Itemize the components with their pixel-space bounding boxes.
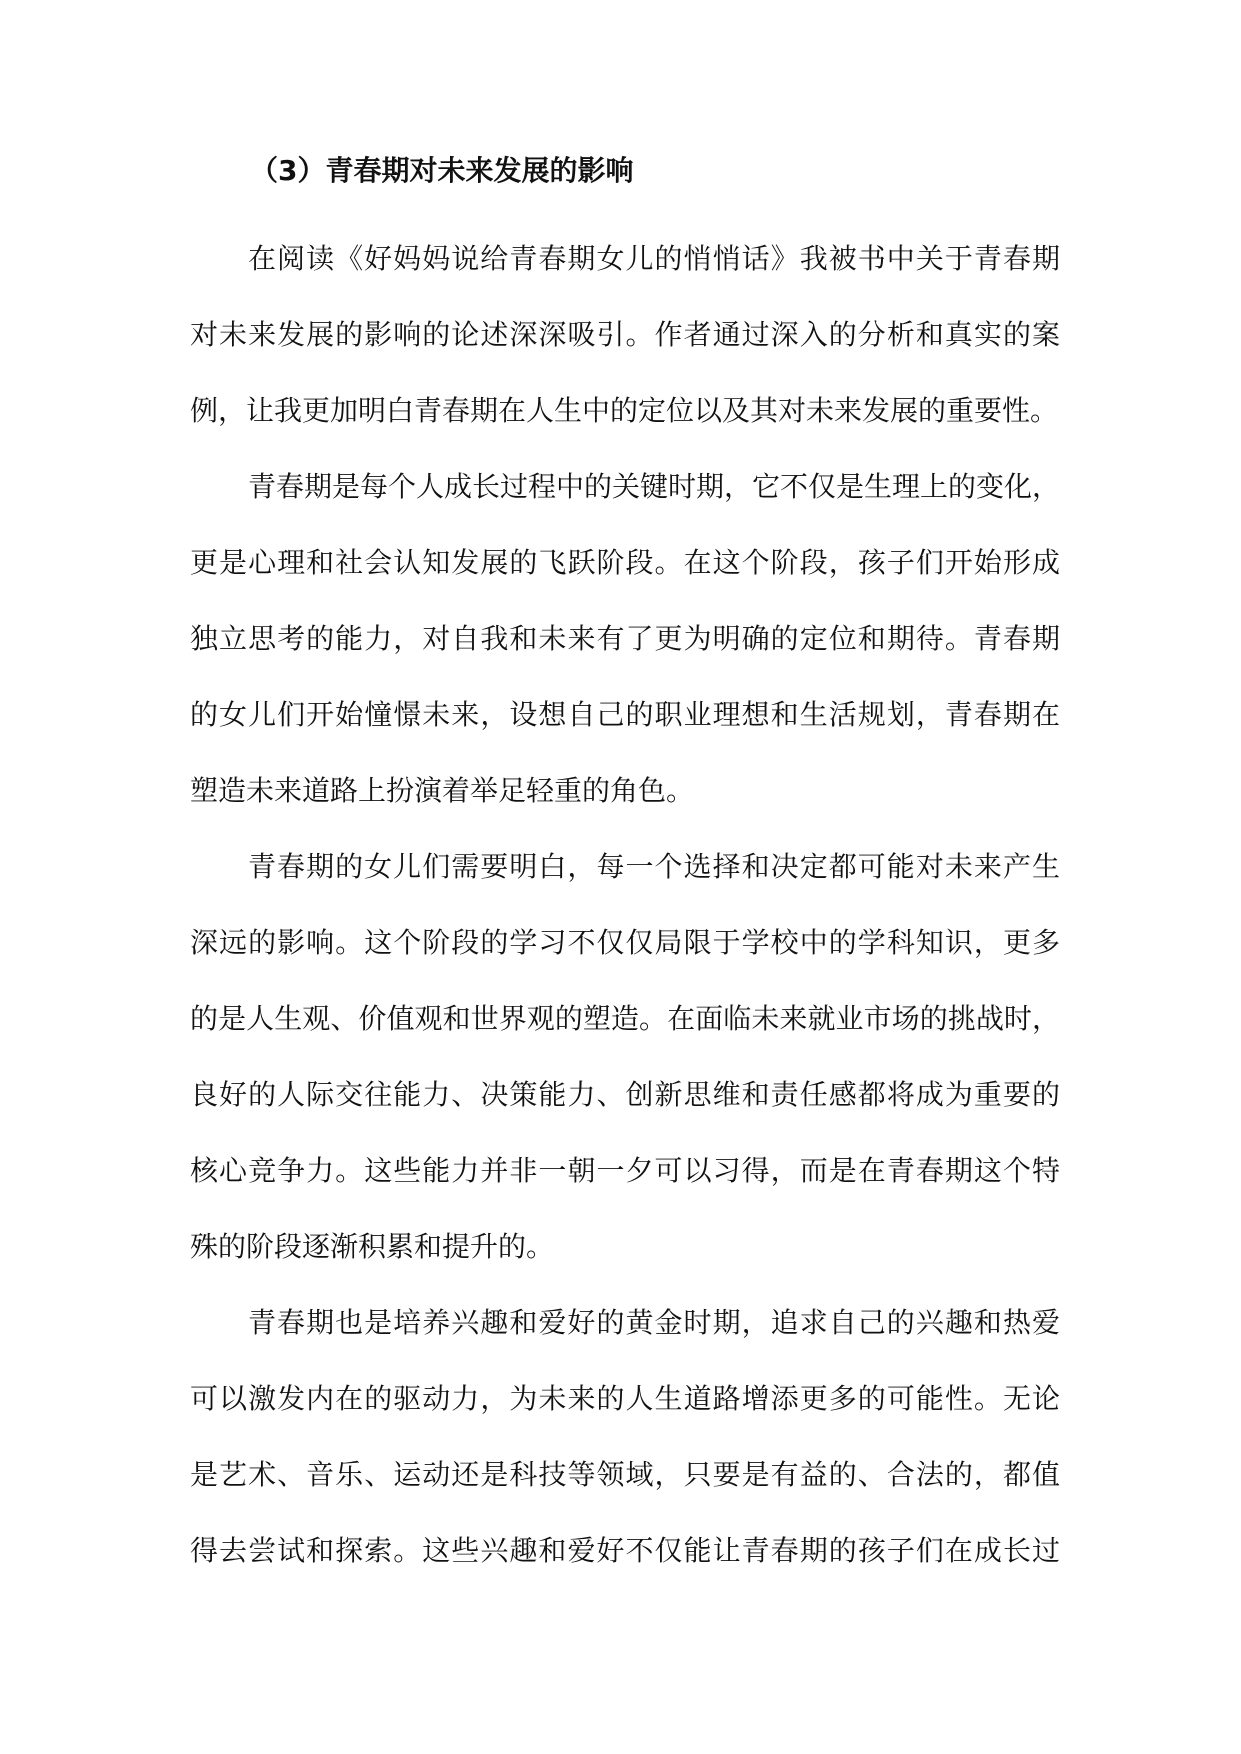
text-line: 深远的影响。这个阶段的学习不仅仅局限于学校中的学科知识，更多 (190, 926, 1060, 959)
text-line: 良好的人际交往能力、决策能力、创新思维和责任感都将成为重要的 (190, 1078, 1060, 1111)
text-line: 对未来发展的影响的论述深深吸引。作者通过深入的分析和真实的案 (190, 318, 1060, 351)
text-line: 的是人生观、价值观和世界观的塑造。在面临未来就业市场的挑战时， (190, 1002, 1060, 1035)
text-line: 的女儿们开始憧憬未来，设想自己的职业理想和生活规划，青春期在 (190, 698, 1060, 731)
text-line: 在阅读《好妈妈说给青春期女儿的悄悄话》我被书中关于青春期 (248, 242, 1060, 275)
text-line: 更是心理和社会认知发展的飞跃阶段。在这个阶段，孩子们开始形成 (190, 546, 1060, 579)
text-line: 青春期是每个人成长过程中的关键时期，它不仅是生理上的变化， (248, 470, 1061, 503)
paragraph-reading-impression (190, 221, 1060, 449)
text-line: 核心竞争力。这些能力并非一朝一夕可以习得，而是在青春期这个特 (190, 1154, 1060, 1187)
text-line: 得去尝试和探索。这些兴趣和爱好不仅能让青春期的孩子们在成长过 (190, 1534, 1060, 1567)
text-line: 殊的阶段逐渐积累和提升的。 (190, 1230, 555, 1263)
text-line: 可以激发内在的驱动力，为未来的人生道路增添更多的可能性。无论 (190, 1382, 1060, 1415)
text-line: 是艺术、音乐、运动还是科技等领域，只要是有益的、合法的，都值 (190, 1458, 1060, 1491)
text-line: 塑造未来道路上扮演着举足轻重的角色。 (190, 774, 695, 807)
paragraph-critical-period (190, 449, 1060, 829)
paragraph-interests-and-hobbies (190, 1285, 1060, 1589)
document-body (190, 145, 1060, 1589)
text-line: 青春期也是培养兴趣和爱好的黄金时期，追求自己的兴趣和热爱 (248, 1306, 1060, 1339)
text-line: 例，让我更加明白青春期在人生中的定位以及其对未来发展的重要性。 (190, 394, 1059, 427)
text-line: 独立思考的能力，对自我和未来有了更为明确的定位和期待。青春期 (190, 622, 1060, 655)
paragraph-choices-and-abilities (190, 829, 1060, 1285)
section-heading: （3）青春期对未来发展的影响 (250, 154, 634, 187)
text-line: 青春期的女儿们需要明白，每一个选择和决定都可能对未来产生 (248, 850, 1060, 883)
